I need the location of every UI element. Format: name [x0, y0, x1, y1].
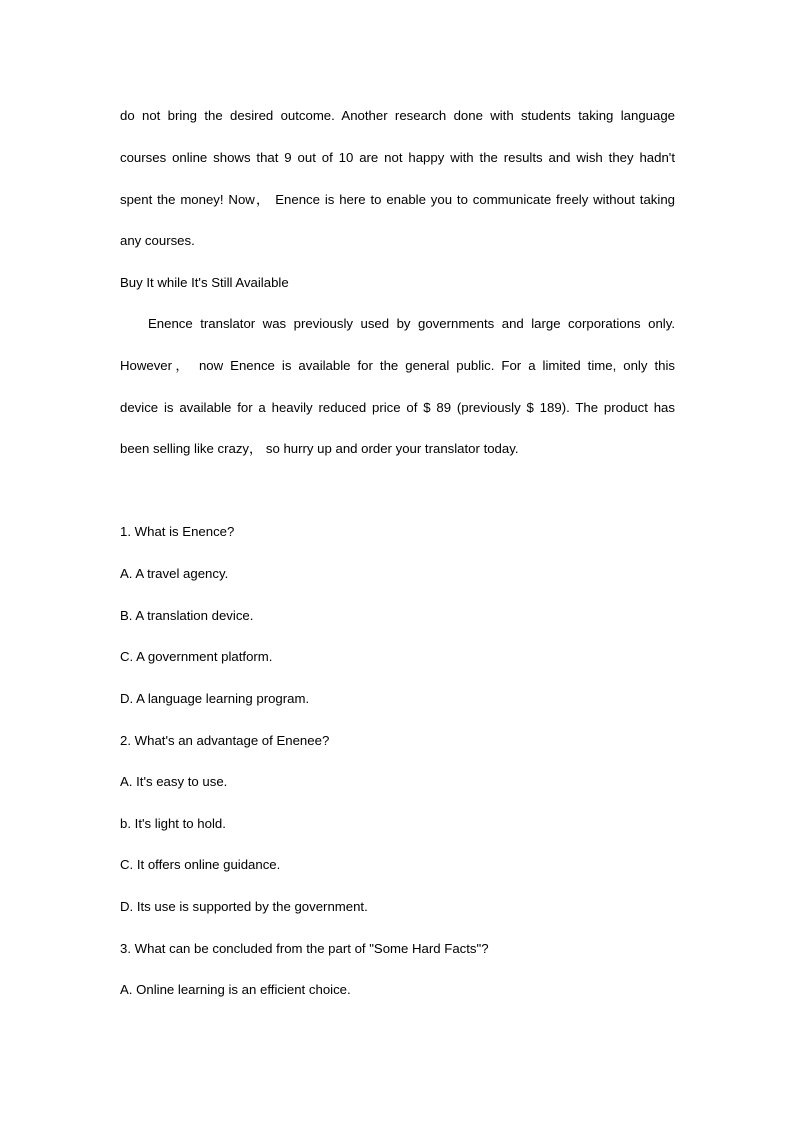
- question-2: 2. What's an advantage of Enenee?: [120, 733, 330, 748]
- question-2-option-b: b. It's light to hold.: [120, 816, 226, 831]
- section-heading: Buy It while It's Still Available: [120, 275, 289, 290]
- paragraph-2-line-1: Enence translator was previously used by governments and large corporations only.: [148, 316, 675, 331]
- question-1-option-d: D. A language learning program.: [120, 691, 310, 706]
- document-page: [120, 0, 675, 1123]
- paragraph-2-line-3: device is available for a heavily reduced price of $ 89 (previously $ 189). The product has: [120, 400, 675, 415]
- question-1-option-b: B. A translation device.: [120, 608, 254, 623]
- paragraph-1-line-4: any courses.: [120, 233, 195, 248]
- question-3-option-a: A. Online learning is an efficient choice.: [120, 982, 351, 997]
- paragraph-2-line-2: However， now Enence is available for the general public. For a limited time, only this: [120, 358, 675, 373]
- question-2-option-c: C. It offers online guidance.: [120, 857, 281, 872]
- paragraph-1-line-1: do not bring the desired outcome. Another research done with students taking language: [120, 108, 675, 123]
- paragraph-2-line-4: been selling like crazy， so hurry up and order your translator today.: [120, 441, 519, 456]
- question-1-option-c: C. A government platform.: [120, 649, 273, 664]
- question-3: 3. What can be concluded from the part of "Some Hard Facts"?: [120, 941, 489, 956]
- question-2-option-d: D. Its use is supported by the government.: [120, 899, 368, 914]
- paragraph-1-line-3: spent the money! Now， Enence is here to enable you to communicate freely without taking: [120, 192, 675, 207]
- question-2-option-a: A. It's easy to use.: [120, 774, 228, 789]
- paragraph-1-line-2: courses online shows that 9 out of 10 are not happy with the results and wish they hadn't: [120, 150, 675, 165]
- question-1: 1. What is Enence?: [120, 524, 235, 539]
- question-1-option-a: A. A travel agency.: [120, 566, 229, 581]
